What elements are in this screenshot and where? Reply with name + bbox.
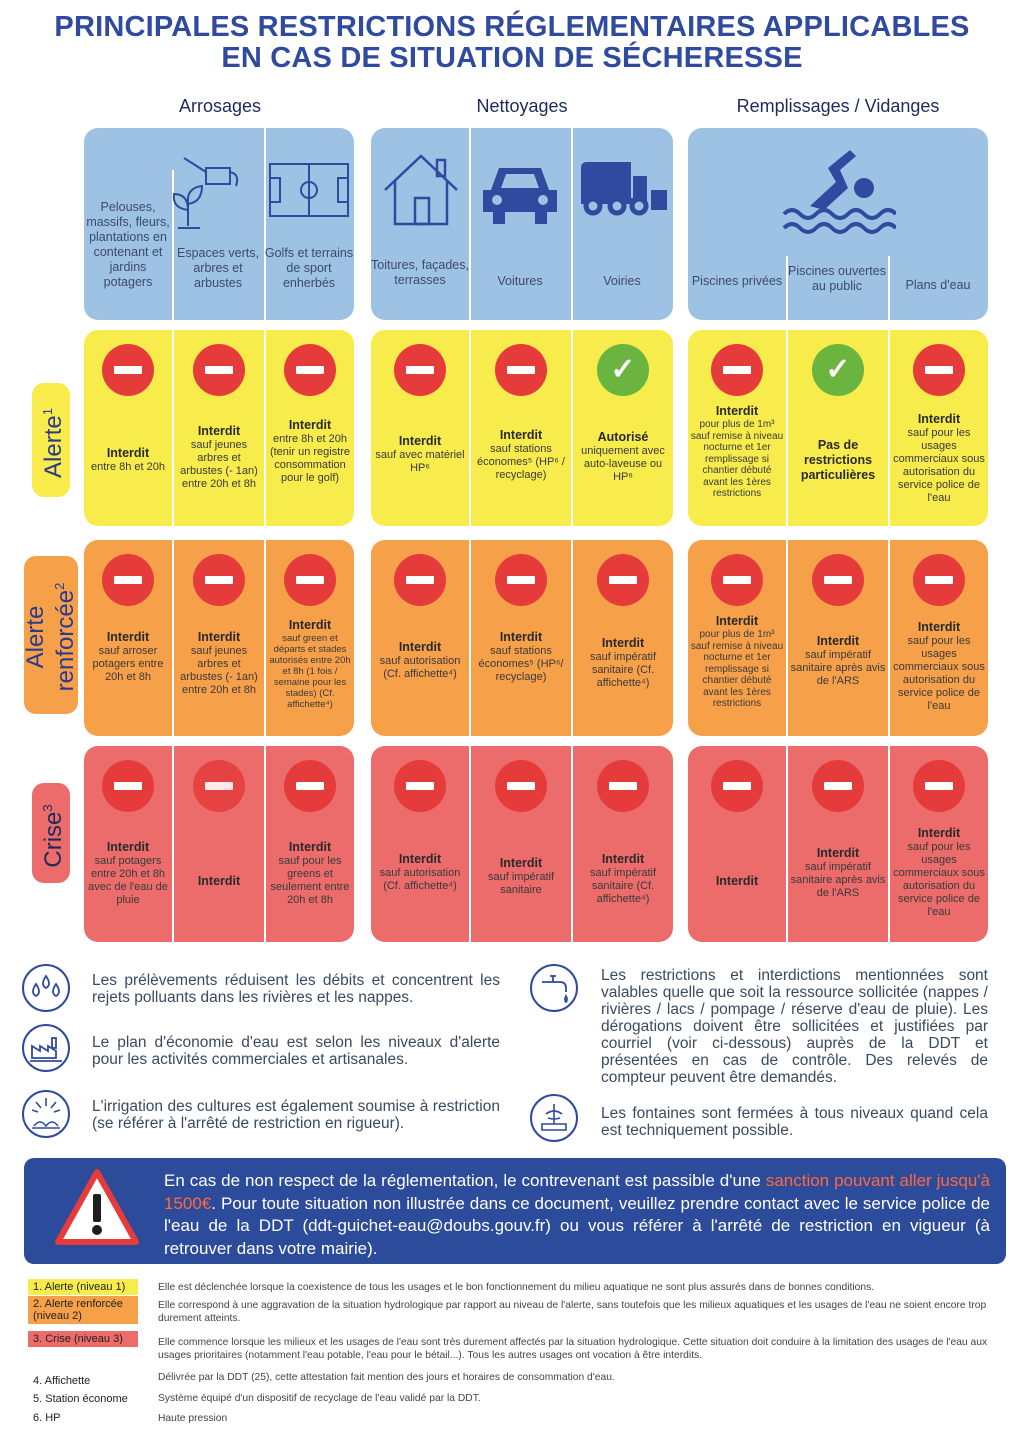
level-tag-alerte — [32, 383, 70, 497]
renforcee-cell-pelouses: Interdit sauf arroser potagers entre 20h et 8h — [84, 540, 172, 736]
renforcee-cell-piscines-privees: Interdit pour plus de 1m³ sauf remise à niveau nocturne et 1er remplissage si chantier débuté avant les 1ères restrictions — [688, 540, 786, 736]
info-restrictions: Les restrictions et interdictions mentionnées sont valables quelle que soit la ressource sollicitée (nappes / rivières / lacs / pompage / réserve d'eau de pluie). Les dérogations doivent être sollicitées et justifiées par courriel (voir ci-dessous) auprès de la DDT et présentées en cas de contrôle. Des relevés de compteur peuvent être demandés. — [601, 967, 988, 1086]
no-entry-icon — [812, 554, 864, 606]
crise-cell-espaces: Interdit — [174, 746, 264, 942]
no-entry-icon — [102, 344, 154, 396]
section-nettoyages: Nettoyages — [476, 96, 568, 116]
renforcee-arrosages — [84, 540, 354, 736]
no-entry-icon — [495, 344, 547, 396]
no-entry-icon — [102, 554, 154, 606]
alerte-nettoyages — [371, 330, 673, 526]
sanction-highlight: sanction pouvant aller jusqu'à 1500€ — [164, 1171, 990, 1213]
label-toitures: Toitures, façades, terrasses — [371, 258, 469, 287]
legend-desc-station: Système équipé d'un dispositif de recyclage de l'eau validé par la DDT. — [158, 1393, 481, 1404]
renforcee-cell-voitures: Interdit sauf stations économes⁵ (HP⁶/ recyclage) — [471, 540, 571, 736]
renforcee-cell-plans-eau: Interdit sauf pour les usages commerciaux sous autorisation du service police de l'eau — [890, 540, 988, 736]
no-entry-icon — [711, 344, 763, 396]
no-entry-icon — [495, 760, 547, 812]
info-fontaines: Les fontaines sont fermées à tous niveaux quand cela est techniquement possible. — [601, 1105, 988, 1139]
alerte-cell-plans-eau: Interdit sauf pour les usages commerciaux sous autorisation du service police de l'eau — [890, 330, 988, 526]
fountain-icon — [530, 1094, 578, 1142]
page-title — [0, 12, 1024, 74]
title-line-2: EN CAS DE SITUATION DE SÉCHERESSE — [221, 42, 803, 74]
no-entry-icon — [193, 344, 245, 396]
level-label-renforcee: Alerte renforcée$^2$ — [22, 582, 79, 692]
legend-key-hp: 6. HP — [33, 1412, 61, 1424]
faucet-icon — [530, 964, 578, 1012]
header-remplissages — [688, 128, 988, 320]
house-icon — [381, 152, 461, 228]
info-plan-economie: Le plan d'économie d'eau est selon les niveaux d'alerte pour les activités commerciales et artisanales. — [92, 1034, 500, 1068]
car-icon — [479, 162, 561, 228]
no-entry-icon — [711, 760, 763, 812]
label-voitures: Voitures — [497, 274, 543, 288]
level-tag-crise — [32, 783, 70, 883]
legend-key-affichette: 4. Affichette — [33, 1375, 91, 1387]
crise-cell-golfs: Interdit sauf pour les greens et seulement entre 20h et 8h — [266, 746, 354, 942]
header-nettoyages — [371, 128, 673, 320]
street-sweeper-icon — [577, 160, 669, 218]
no-entry-icon — [394, 554, 446, 606]
crise-cell-piscines-public: Interdit sauf impératif sanitaire après avis de l'ARS — [788, 746, 888, 942]
alerte-cell-voitures: Interdit sauf stations économes⁵ (HP⁶ / recyclage) — [471, 330, 571, 526]
legend-desc-renforcee: Elle correspond à une aggravation de la situation hydrologique par rapport au niveau de l'alerte, sans toutefois que les milieux aquatiques et les usages de l'eau ne soient encore trop durement atteints. — [158, 1300, 987, 1324]
legend-key-alerte: 1. Alerte (niveau 1) — [28, 1279, 138, 1295]
no-entry-icon — [394, 760, 446, 812]
section-arrosages: Arrosages — [178, 96, 262, 116]
renforcee-cell-toitures: Interdit sauf autorisation (Cf. affichette⁴) — [371, 540, 469, 736]
legend-key-crise: 3. Crise (niveau 3) — [28, 1331, 138, 1347]
title-line-1: PRINCIPALES RESTRICTIONS RÉGLEMENTAIRES APPLICABLES — [54, 11, 970, 43]
no-entry-icon — [913, 554, 965, 606]
factory-icon — [22, 1024, 70, 1072]
label-espaces-verts: Espaces verts, arbres et arbustes — [177, 246, 259, 290]
legend-desc-affichette: Délivrée par la DDT (25), cette attestation fait mention des jours et horaires de consommation d'eau. — [158, 1372, 615, 1383]
no-entry-icon — [102, 760, 154, 812]
crise-arrosages — [84, 746, 354, 942]
alerte-cell-pelouses: Interdit entre 8h et 20h — [84, 330, 172, 526]
legend-desc-crise: Elle commence lorsque les milieux et les usages de l'eau sont très durement affectés par la situation hydrologique. Cette situation doit conduire à la limitation des usages de l'eau aux usages prioritaires (notamment l'eau potable, l'eau pour le bétail...). Tous les autres usages ont vocation à être interdits. — [158, 1337, 988, 1361]
no-entry-icon — [711, 554, 763, 606]
sports-field-icon — [268, 162, 350, 218]
crise-cell-pelouses: Interdit sauf potagers entre 20h et 8h avec de l'eau de pluie — [84, 746, 172, 942]
warning-icon — [54, 1168, 140, 1248]
section-remplissages: Remplissages / Vidanges — [736, 96, 940, 116]
no-entry-icon — [597, 554, 649, 606]
crise-nettoyages — [371, 746, 673, 942]
renforcee-cell-espaces: Interdit sauf jeunes arbres et arbustes (- 1an) entre 20h et 8h — [174, 540, 264, 736]
no-entry-icon — [913, 760, 965, 812]
alerte-cell-espaces: Interdit sauf jeunes arbres et arbustes (- 1an) entre 20h et 8h — [174, 330, 264, 526]
renforcee-nettoyages — [371, 540, 673, 736]
no-entry-icon — [284, 760, 336, 812]
label-piscines-public: Piscines ouvertes au public — [788, 264, 886, 293]
no-entry-icon — [394, 344, 446, 396]
alerte-remplissages — [688, 330, 988, 526]
no-entry-icon — [597, 760, 649, 812]
level-label-crise: Crise$^3$ — [40, 804, 67, 868]
renforcee-remplissages — [688, 540, 988, 736]
crise-cell-piscines-privees: Interdit — [688, 746, 786, 942]
info-irrigation: L'irrigation des cultures est également soumise à restriction (se référer à l'arrêté de restriction en rigueur). — [92, 1098, 500, 1132]
alerte-cell-voiries: ✓ Autorisé uniquement avec auto-laveuse ou HP⁶ — [573, 330, 673, 526]
alerte-cell-golfs: Interdit entre 8h et 20h (tenir un registre consommation pour le golf) — [266, 330, 354, 526]
no-entry-icon — [193, 554, 245, 606]
legend-desc-hp: Haute pression — [158, 1413, 228, 1424]
crise-cell-voitures: Interdit sauf impératif sanitaire — [471, 746, 571, 942]
label-golfs: Golfs et terrains de sport enherbés — [264, 246, 354, 290]
renforcee-cell-piscines-public: Interdit sauf impératif sanitaire après avis de l'ARS — [788, 540, 888, 736]
warning-banner — [24, 1158, 1006, 1264]
no-entry-icon — [913, 344, 965, 396]
legend-key-renforcee: 2. Alerte renforcée (niveau 2) — [28, 1296, 138, 1324]
label-pelouses: Pelouses, massifs, fleurs, plantations en contenant et jardins potagers — [86, 200, 170, 289]
legend-desc-alerte: Elle est déclenchée lorsque la coexistence de tous les usages et le bon fonctionnement du milieu aquatique ne sont plus assurés dans de bonnes conditions. — [158, 1282, 875, 1293]
no-entry-icon — [193, 760, 245, 812]
crise-remplissages — [688, 746, 988, 942]
crise-cell-toitures: Interdit sauf autorisation (Cf. affichette⁴) — [371, 746, 469, 942]
no-entry-icon — [495, 554, 547, 606]
label-plans-eau: Plans d'eau — [905, 278, 971, 292]
no-entry-icon — [284, 344, 336, 396]
alerte-cell-toitures: Interdit sauf avec matériel HP⁶ — [371, 330, 469, 526]
renforcee-cell-golfs: Interdit sauf green et départs et stades autorisés entre 20h et 8h (1 fois / semaine pour les stades) (Cf. affichette⁴) — [266, 540, 354, 736]
label-voiries: Voiries — [603, 274, 641, 288]
irrigation-icon — [22, 1090, 70, 1138]
checkmark-icon: ✓ — [597, 344, 649, 396]
watering-can-icon — [166, 148, 250, 230]
level-tag-renforcee — [24, 556, 78, 714]
checkmark-icon: ✓ — [812, 344, 864, 396]
swimmer-icon — [780, 144, 896, 240]
water-drops-icon — [22, 964, 70, 1012]
info-prelevements: Les prélèvements réduisent les débits et concentrent les rejets polluants dans les rivières et les nappes. — [92, 972, 500, 1006]
legend-key-station: 5. Station économe — [33, 1393, 128, 1405]
renforcee-cell-voiries: Interdit sauf impératif sanitaire (Cf. affichette⁴) — [573, 540, 673, 736]
alerte-cell-piscines-public: ✓ Pas de restrictions particulières — [788, 330, 888, 526]
no-entry-icon — [812, 760, 864, 812]
alerte-cell-piscines-privees: Interdit pour plus de 1m³ sauf remise à niveau nocturne et 1er remplissage si chantier débuté avant les 1ères restrictions — [688, 330, 786, 526]
crise-cell-voiries: Interdit sauf impératif sanitaire (Cf. affichette⁴) — [573, 746, 673, 942]
alerte-arrosages — [84, 330, 354, 526]
crise-cell-plans-eau: Interdit sauf pour les usages commerciaux sous autorisation du service police de l'eau — [890, 746, 988, 942]
level-label-alerte: Alerte$^1$ — [40, 408, 67, 478]
no-entry-icon — [284, 554, 336, 606]
header-arrosages — [84, 128, 354, 320]
banner-text: En cas de non respect de la réglementation, le contrevenant est passible d'une sanction pouvant aller jusqu'à 1500€. Pour toute situation non illustrée dans ce document, veuillez prendre contact avec le service police de l'eau de la DDT (ddt-guichet-eau@doubs.gouv.fr) ou vous référer à l'arrêté de restriction en vigueur (à retrouver dans votre mairie). — [164, 1171, 990, 1258]
label-piscines-privees: Piscines privées — [691, 274, 783, 288]
